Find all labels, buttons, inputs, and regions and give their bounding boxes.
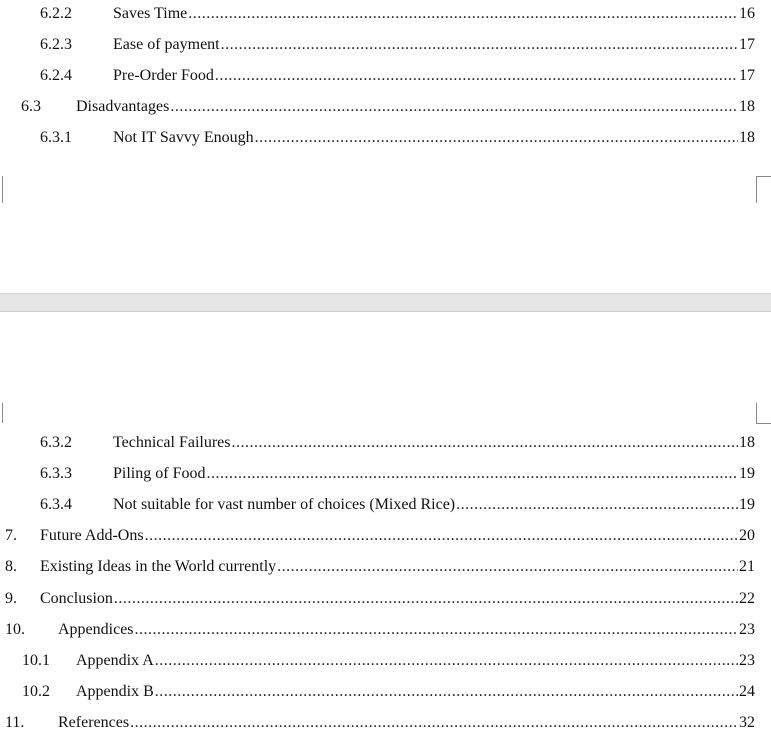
toc-entry-number: 6.2.3 bbox=[40, 36, 72, 53]
toc-dot-leader bbox=[145, 526, 738, 546]
toc-entry-title: Disadvantages bbox=[76, 98, 170, 115]
toc-entry[interactable] bbox=[40, 66, 755, 86]
toc-entry-page: 32 bbox=[739, 714, 755, 731]
document-page-bottom bbox=[0, 312, 771, 748]
toc-entry[interactable] bbox=[22, 651, 755, 671]
toc-entry-title: Ease of payment bbox=[113, 36, 220, 53]
toc-entry-page: 18 bbox=[739, 129, 755, 146]
toc-entry-number: 10.1 bbox=[22, 652, 50, 669]
toc-entry-page: 17 bbox=[739, 67, 755, 84]
margin-mark-right bbox=[756, 176, 771, 203]
margin-mark-left bbox=[2, 176, 3, 203]
toc-dot-leader bbox=[130, 713, 738, 733]
toc-entry[interactable] bbox=[40, 4, 755, 24]
toc-entry-page: 24 bbox=[739, 683, 755, 700]
toc-entry-title: Existing Ideas in the World currently bbox=[40, 558, 277, 575]
toc-entry-number: 10.2 bbox=[22, 683, 50, 700]
toc-entry-title: Saves Time bbox=[113, 5, 188, 22]
toc-entry-number: 6.3.1 bbox=[40, 129, 72, 146]
toc-dot-leader bbox=[155, 651, 738, 671]
toc-entry-title: Piling of Food bbox=[113, 465, 206, 482]
toc-entry[interactable] bbox=[40, 464, 755, 484]
toc-entry-title: Conclusion bbox=[40, 590, 113, 607]
toc-entry-title: Appendix B bbox=[76, 683, 154, 700]
toc-entry[interactable] bbox=[5, 589, 755, 609]
toc-dot-leader bbox=[135, 620, 738, 640]
toc-entry-number: 6.2.2 bbox=[40, 5, 72, 22]
toc-entry-title: Appendix A bbox=[76, 652, 154, 669]
toc-entry-page: 17 bbox=[739, 36, 755, 53]
toc-entry-number: 6.3 bbox=[21, 98, 41, 115]
toc-entry-title: Appendices bbox=[58, 621, 134, 638]
toc-entry[interactable] bbox=[40, 433, 755, 453]
toc-dot-leader bbox=[456, 495, 738, 515]
toc-entry-page: 23 bbox=[739, 621, 755, 638]
toc-dot-leader bbox=[170, 97, 738, 117]
document-page-top bbox=[0, 0, 771, 293]
toc-entry-page: 19 bbox=[739, 465, 755, 482]
toc-entry-title: Pre-Order Food bbox=[113, 67, 214, 84]
toc-entry-number: 6.2.4 bbox=[40, 67, 72, 84]
toc-dot-leader bbox=[188, 4, 738, 24]
toc-entry[interactable] bbox=[5, 620, 755, 640]
toc-entry-number: 8. bbox=[5, 558, 17, 575]
toc-entry-number: 9. bbox=[5, 590, 17, 607]
toc-entry-page: 16 bbox=[739, 5, 755, 22]
toc-entry-page: 20 bbox=[739, 527, 755, 544]
toc-entry[interactable] bbox=[40, 495, 755, 515]
toc-entry-title: Not suitable for vast number of choices (Mixed Rice) bbox=[113, 496, 456, 513]
toc-entry[interactable] bbox=[5, 713, 755, 733]
toc-entry-title: Not IT Savvy Enough bbox=[113, 129, 254, 146]
toc-dot-leader bbox=[206, 464, 738, 484]
toc-entry-title: References bbox=[58, 714, 130, 731]
toc-dot-leader bbox=[232, 433, 739, 453]
toc-entry-number: 10. bbox=[5, 621, 25, 638]
toc-entry-number: 6.3.3 bbox=[40, 465, 72, 482]
page-separator bbox=[0, 293, 771, 312]
toc-entry-page: 21 bbox=[739, 558, 755, 575]
toc-dot-leader bbox=[114, 589, 738, 609]
toc-dot-leader bbox=[255, 128, 738, 148]
toc-entry-number: 11. bbox=[5, 714, 25, 731]
toc-entry[interactable] bbox=[5, 557, 755, 577]
toc-entry-page: 22 bbox=[739, 590, 755, 607]
toc-entry[interactable] bbox=[40, 35, 755, 55]
toc-entry-title: Technical Failures bbox=[113, 434, 231, 451]
toc-dot-leader bbox=[277, 557, 738, 577]
toc-entry-number: 6.3.4 bbox=[40, 496, 72, 513]
margin-mark-right bbox=[756, 403, 771, 424]
toc-entry[interactable] bbox=[5, 526, 755, 546]
toc-dot-leader bbox=[155, 682, 738, 702]
toc-entry-page: 19 bbox=[739, 496, 755, 513]
margin-mark-left bbox=[2, 403, 3, 423]
toc-entry-page: 18 bbox=[739, 434, 755, 451]
toc-entry-page: 23 bbox=[739, 652, 755, 669]
toc-entry-number: 6.3.2 bbox=[40, 434, 72, 451]
toc-dot-leader bbox=[221, 35, 738, 55]
toc-dot-leader bbox=[215, 66, 738, 86]
toc-entry[interactable] bbox=[22, 682, 755, 702]
toc-entry-page: 18 bbox=[739, 98, 755, 115]
toc-entry[interactable] bbox=[40, 128, 755, 148]
toc-entry-number: 7. bbox=[5, 527, 17, 544]
toc-entry[interactable] bbox=[21, 97, 755, 117]
toc-entry-title: Future Add-Ons bbox=[40, 527, 144, 544]
